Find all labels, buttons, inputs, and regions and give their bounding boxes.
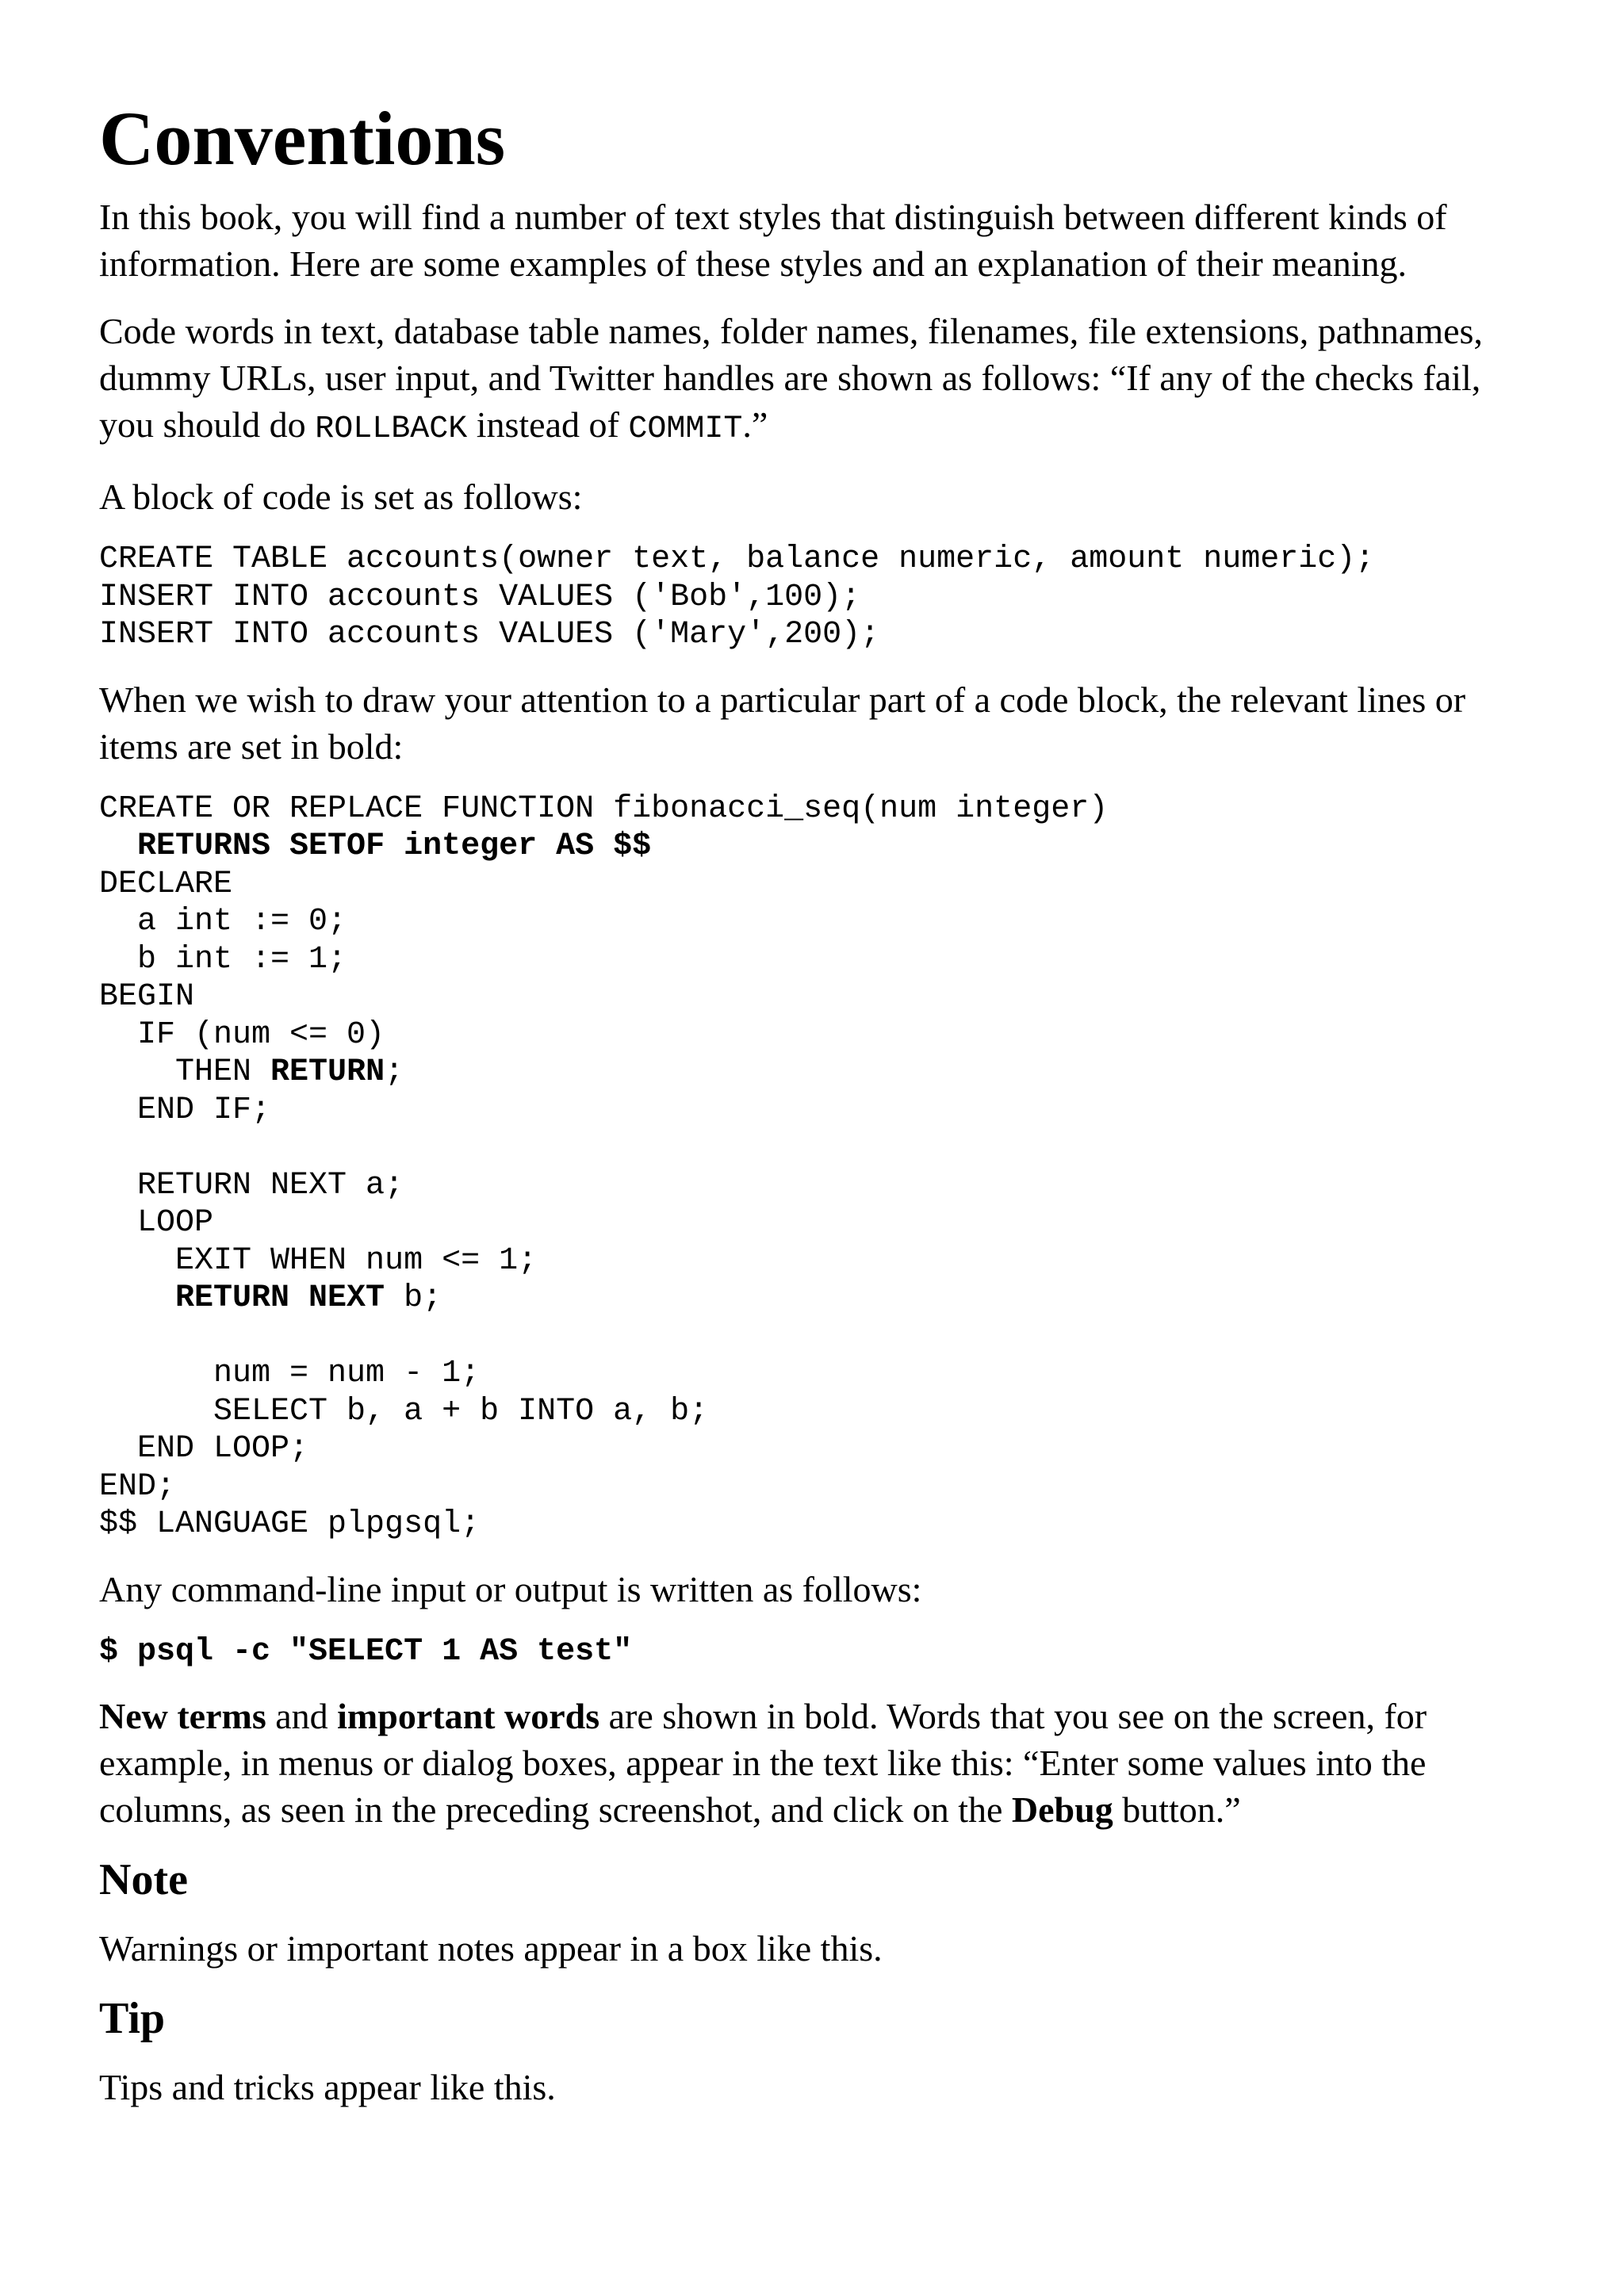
code-segment: ;: [385, 1054, 404, 1090]
code-line: [99, 1506, 1542, 1544]
code-segment: IF (num <= 0): [99, 1016, 385, 1053]
code-words-text-a: Code words in text, database table names, folder names, filenames, file extensions, pathnames, dummy URLs, user input, and Twitter handles are shown as follows: “If any of the checks fail, you should do: [99, 311, 1483, 445]
code-segment: num = num - 1;: [99, 1356, 481, 1391]
code-block-accounts: [99, 541, 1542, 654]
code-segment: BEGIN: [99, 979, 195, 1015]
code-segment: RETURN NEXT a;: [99, 1167, 404, 1203]
inline-code-rollback: ROLLBACK: [315, 411, 468, 447]
code-line: [99, 978, 1542, 1016]
terms-paragraph: [99, 1693, 1542, 1833]
code-line: [99, 828, 1542, 866]
code-line: [99, 1167, 1542, 1205]
note-heading: Note: [99, 1855, 188, 1904]
code-segment: END IF;: [99, 1092, 271, 1128]
terms-text-c: button.”: [1113, 1789, 1241, 1830]
tip-heading: Tip: [99, 1994, 166, 2043]
code-line: INSERT INTO accounts VALUES ('Bob',100);: [99, 579, 861, 615]
code-line: [99, 1054, 1542, 1092]
code-bold-segment: RETURNS SETOF integer AS $$: [137, 828, 652, 864]
code-segment: a int := 0;: [99, 904, 347, 939]
code-line: [99, 1318, 1542, 1356]
code-line: [99, 866, 1542, 904]
code-words-paragraph: [99, 308, 1542, 453]
code-segment: EXIT WHEN num <= 1;: [99, 1242, 538, 1279]
code-segment: LOOP: [99, 1205, 214, 1241]
code-line: [99, 1430, 1542, 1468]
code-line: [99, 1393, 1542, 1431]
code-line: [99, 1016, 1542, 1054]
code-line: [99, 1355, 1542, 1393]
code-line: [99, 1468, 1542, 1506]
code-segment: THEN: [99, 1054, 271, 1090]
intro-paragraph: In this book, you will find a number of text styles that distinguish between different kinds of information. Here are some examples of these styles and an explanation of their meaning.: [99, 197, 1447, 284]
tip-text: Tips and tricks appear like this.: [99, 2067, 556, 2107]
code-line: [99, 1129, 1542, 1167]
bold-new-terms: New terms: [99, 1696, 266, 1736]
code-segment: END;: [99, 1468, 176, 1505]
code-bold-segment: RETURN: [270, 1054, 385, 1090]
code-segment: $$ LANGUAGE plpgsql;: [99, 1506, 481, 1542]
terms-text-b: are shown in bold. Words that you see on the screen, for example, in menus or dialog boxes, appear in the text like this: “Enter some values into the columns, as seen in the preceding screenshot, and click on the: [99, 1696, 1427, 1830]
code-segment: b int := 1;: [99, 941, 347, 978]
code-words-text-c: .”: [742, 404, 768, 445]
code-bold-segment: RETURN NEXT: [175, 1280, 385, 1316]
code-segment: [99, 828, 137, 864]
block-intro-paragraph: A block of code is set as follows:: [99, 476, 583, 517]
code-line: [99, 903, 1542, 941]
code-words-text-b: instead of: [467, 404, 629, 445]
code-line: [99, 1092, 1542, 1130]
code-segment: [99, 1280, 175, 1316]
command-line-block: [99, 1633, 1542, 1671]
code-line: INSERT INTO accounts VALUES ('Mary',200);: [99, 617, 880, 652]
code-line: [99, 1204, 1542, 1242]
terms-text-a: and: [266, 1696, 338, 1736]
code-line: CREATE TABLE accounts(owner text, balance numeric, amount numeric);: [99, 541, 1375, 577]
bold-important-words: important words: [337, 1696, 600, 1736]
bold-debug: Debug: [1011, 1789, 1113, 1830]
code-line: [99, 790, 1542, 828]
code-line: [99, 941, 1542, 979]
code-segment: END LOOP;: [99, 1431, 309, 1467]
code-block-fibonacci: [99, 790, 1542, 1544]
code-line: [99, 1280, 1542, 1318]
page: [99, 95, 1542, 2131]
code-segment: DECLARE: [99, 866, 233, 902]
command-line: $ psql -c "SELECT 1 AS test": [99, 1633, 633, 1670]
bold-intro-paragraph: When we wish to draw your attention to a particular part of a code block, the relevant lines or items are set in bold:: [99, 679, 1466, 767]
page-title: Conventions: [99, 96, 506, 181]
code-segment: CREATE OR REPLACE FUNCTION fibonacci_seq(num integer): [99, 790, 1109, 827]
code-segment: b;: [385, 1280, 442, 1316]
command-intro-paragraph: Any command-line input or output is written as follows:: [99, 1568, 922, 1609]
code-line: [99, 1242, 1542, 1280]
code-segment: SELECT b, a + b INTO a, b;: [99, 1393, 709, 1429]
inline-code-commit: COMMIT: [628, 411, 743, 447]
note-text: Warnings or important notes appear in a box like this.: [99, 1928, 883, 1969]
